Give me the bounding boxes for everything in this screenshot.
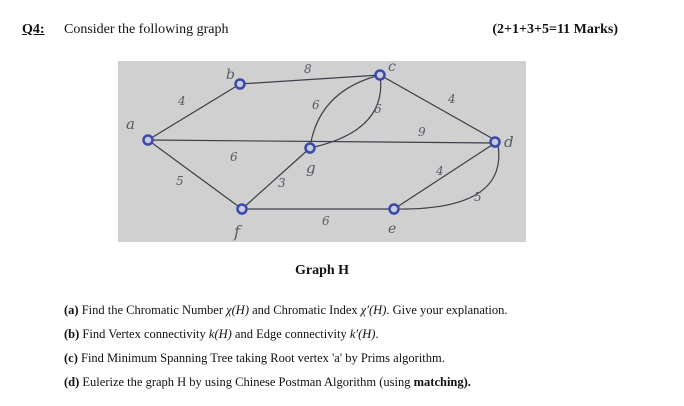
vertex-g [306, 144, 315, 153]
vertex-label-b: b [226, 67, 235, 83]
weight-a-b: 4 [178, 94, 186, 108]
weight-a-d: 9 [418, 125, 426, 139]
part-c-text: Find Minimum Spanning Tree taking Root vertex 'a' by Prims algorithm. [77, 351, 445, 365]
part-a [64, 302, 664, 326]
graph-caption: Graph H [295, 263, 350, 278]
part-b-label: (b) [64, 327, 80, 341]
part-b-math-1: k(H) [208, 327, 232, 341]
vertex-label-g: g [306, 159, 316, 177]
weight-f-g: 3 [278, 176, 286, 190]
vertex-label-e: e [388, 221, 397, 237]
question-prompt: Consider the following graph [64, 22, 229, 37]
vertex-label-d: d [504, 133, 514, 151]
part-a-text-1: Find the Chromatic Number [78, 303, 227, 317]
vertex-label-a: a [126, 115, 135, 133]
graph-photo [118, 61, 526, 242]
question-label: Q4: [22, 22, 45, 37]
weight-f-e: 6 [322, 214, 330, 228]
weight-b-c: 8 [304, 62, 312, 76]
vertex-f [238, 205, 247, 214]
part-a-label: (a) [64, 303, 79, 317]
part-b-math-2: k′(H) [349, 327, 376, 341]
weight-e-d-2: 5 [474, 190, 482, 204]
part-a-text-3: . Give your explanation. [386, 303, 508, 317]
part-d-bold-text: matching). [413, 375, 471, 389]
vertex-label-c: c [388, 61, 396, 75]
part-b [64, 326, 664, 350]
part-b-text-2: and Edge connectivity [231, 327, 350, 341]
vertex-a [144, 136, 153, 145]
vertex-c [376, 71, 385, 80]
weight-a-f: 5 [176, 174, 184, 188]
weight-e-d-1: 4 [436, 164, 444, 178]
part-c-label: (c) [64, 351, 78, 365]
part-d-label: (d) [64, 375, 80, 389]
vertex-label-f: f [234, 222, 240, 241]
question-marks: (2+1+3+5=11 Marks) [492, 22, 618, 37]
part-d [64, 374, 664, 398]
weight-a-d-lower: 6 [230, 150, 238, 164]
part-b-text-1: Find Vertex connectivity [79, 327, 209, 341]
weight-c-g-2: 6 [374, 102, 382, 116]
weight-c-d: 4 [448, 92, 456, 106]
part-a-text-2: and Chromatic Index [248, 303, 361, 317]
part-a-math-2: χ′(H) [360, 303, 387, 317]
weight-c-g-1: 6 [312, 98, 320, 112]
part-a-math-1: χ(H) [226, 303, 249, 317]
part-b-text-3: . [375, 327, 379, 341]
vertex-b [236, 80, 245, 89]
part-c [64, 350, 664, 374]
vertex-d [491, 138, 500, 147]
question-parts [64, 302, 664, 398]
part-d-text: Eulerize the graph H by using Chinese Postman Algorithm (using [79, 375, 414, 389]
vertex-e [390, 205, 399, 214]
